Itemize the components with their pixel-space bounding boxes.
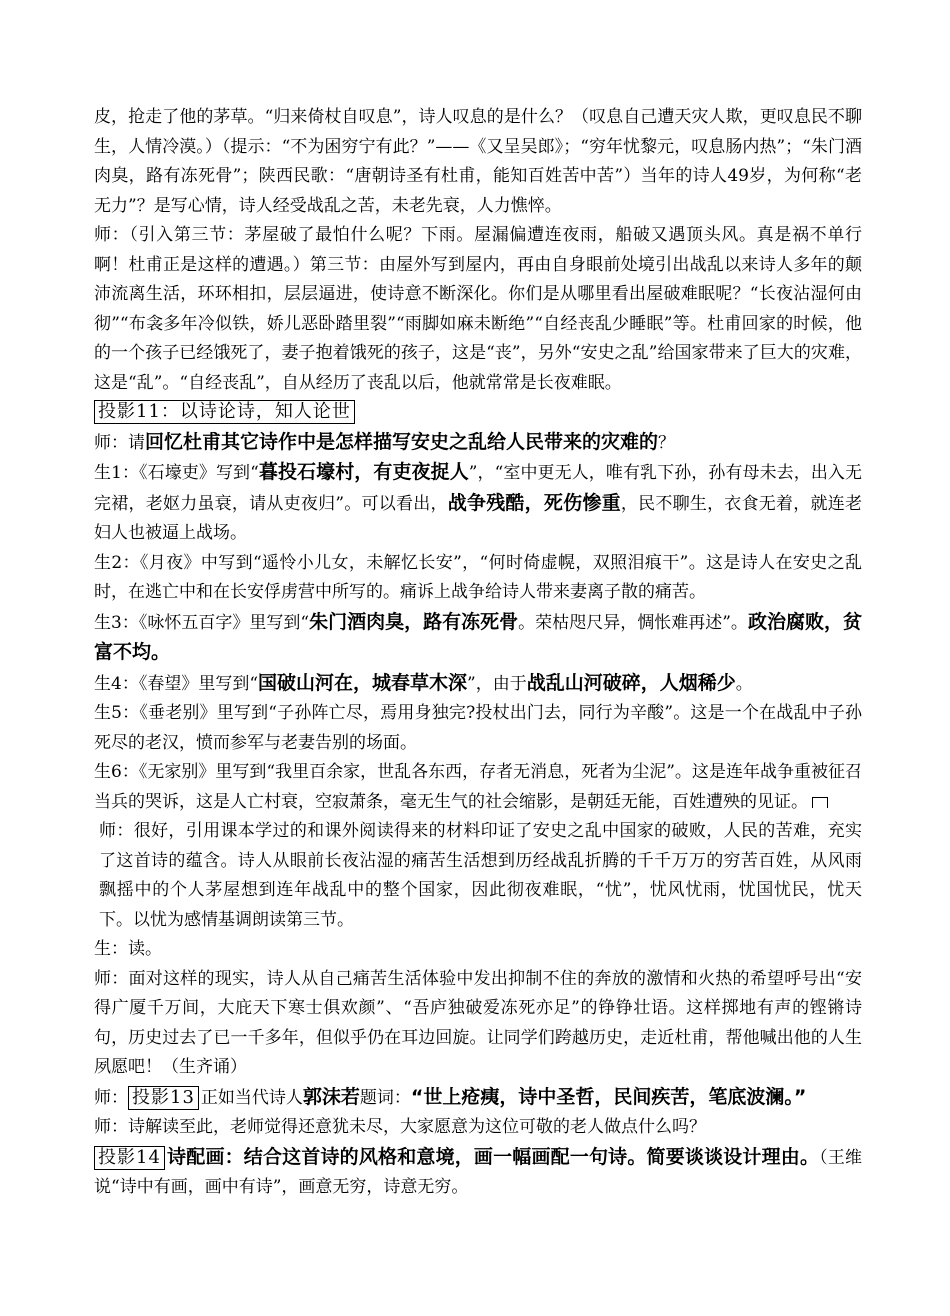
teacher-question [94,428,862,459]
student-4-answer [94,669,862,700]
student-1-text-e: ，民不聊生，衣食无着，就连老妇人也被逼上战场。 [94,493,862,543]
edit-mark-icon [812,797,828,808]
document-page [94,103,862,1203]
poet-name-bold: 郭沫若 [302,1085,360,1108]
student-6-text: 生6：《无家别》里写到“我里百余家，世乱各东西，存者无消息，死者为尘泥”。这是连年战争重被征召当兵的哭诉，这是人亡村衰，空寂萧条，毫无生气的社会缩影，是朝廷无能，百姓遭殃的见证。 [94,762,862,812]
student-1-text-c: ”，“室中更无人，唯有乳下孙，孙有母未去，出入无完裙，老妪力虽衰，请从吏夜归”。可以看出， [94,463,862,514]
teacher-comment-4: 师：诗解读至此，老师觉得还意犹未尽，大家愿意为这位可敬的老人做点什么吗？ [94,1117,706,1137]
student-6-answer [94,758,862,817]
teacher-3-text-mid2: 题词： [359,1087,411,1108]
student-1-text-a: 生1：《石壕吏》写到“ [94,463,259,483]
projection-14-box: 投影14 [94,1146,165,1170]
student-3-conclusion-bold: 政治腐败，贫富不均。 [94,610,862,663]
teacher-comment-2: 师：面对这样的现实，诗人从自己痛苦生活体验中发出抑制不住的奔放的激情和火热的希望呼号出“安得广厦千万间，大庇天下寒士俱欢颜”、“吾庐独破爱冻死亦足”的铮铮壮语。这样掷地有声的铿锵诗句，历史过去了已一千多年，但似乎仍在耳边回旋。让同学们跨越历史，走近杜甫，帮他喊出他的人生夙愿吧！（生齐诵） [94,968,862,1077]
student-3-text-c: 。荣枯咫尺异，惆怅难再述”。 [518,612,748,633]
teacher-comment-3 [94,1083,862,1114]
projection-14-line [94,1143,862,1203]
inscription-quote-bold: “世上疮痍，诗中圣哲，民间疾苦，笔底波澜。” [410,1085,807,1108]
projection-11-box: 投影11：以诗论诗，知人论世 [94,400,355,424]
student-3-quote-bold: 朱门酒肉臭，路有冻死骨 [309,610,519,633]
student-1-conclusion-bold: 战争残酷，死伤惨重 [447,491,621,514]
paragraph-2: 师：（引入第三节：茅屋破了最怕什么呢？下雨。屋漏偏遭连夜雨，船破又遇顶头风。真是祸不单行啊！杜甫正是这样的遭遇。）第三节：由屋外写到屋内，再由自身眼前处境引出战乱以来诗人多年的颠沛流离生活，环环相扣，层层逼进，使诗意不断深化。你们是从哪里看出屋破难眠呢？“长夜沾湿何由彻”“布衾多年冷似铁，娇儿恶卧踏里裂”“雨脚如麻未断绝”“自经丧乱少睡眠”等。杜甫回家的时候，他的一个孩子已经饿死了，妻子抱着饿死的孩子，这是“丧”，另外“安史之乱”给国家带来了巨大的灾难，这是“乱”。“自经丧乱”，自从经历了丧乱以后，他就常常是长夜难眠。 [94,225,862,393]
student-5-answer: 生5：《垂老别》里写到“子孙阵亡尽，焉用身独完?投杖出门去，同行为辛酸”。这是一个在战乱中子孙死尽的老汉，愤而参军与老妻告别的场面。 [94,703,862,753]
teacher-question-suffix: ？ [658,432,676,453]
student-3-text-a: 生3：《咏怀五百字》里写到“ [94,612,310,633]
projection-11-line [94,398,862,428]
teacher-3-prefix: 师： [94,1087,128,1108]
students-read: 生：读。 [94,939,162,959]
student-4-quote-bold: 国破山河在，城春草木深 [258,671,468,694]
teacher-question-prefix: 师：请 [94,432,145,453]
teacher-comment-1: 师：很好，引用课本学过的和课外阅读得来的材料印证了安史之乱中国家的破败，人民的苦难，充实了这首诗的蕴含。诗人从眼前长夜沾湿的痛苦生活想到历经战乱折腾的千千万万的穷苦百姓，从风雨飘摇中的个人茅屋想到连年战乱中的整个国家，因此彻夜难眠，“忧”，忧风忧雨，忧国忧民，忧天下。以忧为感情基调朗读第三节。 [99,821,862,930]
teacher-3-text-mid: 正如当代诗人 [200,1087,303,1108]
student-2-answer: 生2：《月夜》中写到“遥怜小儿女，未解忆长安”，“何时倚虚幌，双照泪痕干”。这是诗人在安史之乱时，在逃亡中和在长安俘虏营中所写的。痛诉上战争给诗人带来妻离子散的痛苦。 [94,552,862,602]
student-4-text-a: 生4：《春望》里写到“ [94,673,259,694]
paragraph-1: 皮，抢走了他的茅草。“归来倚杖自叹息”，诗人叹息的是什么？（叹息自己遭天灾人欺，更叹息民不聊生，人情冷漠。）（提示：“不为困穷宁有此？”——《又呈吴郎》；“穷年忧黎元，叹息肠内热”；“朱门酒肉臭，路有冻死骨”；陕西民歌：“唐朝诗圣有杜甫，能知百姓苦中苦”）当年的诗人49岁，为何称“老无力”？是写心情，诗人经受战乱之苦，未老先衰，人力憔悴。 [94,107,862,216]
poem-painting-task-bold: 诗配画：结合这首诗的风格和意境，画一幅画配一句诗。简要谈谈设计理由。 [166,1145,820,1168]
student-4-conclusion-bold: 战乱山河破碎，人烟稀少 [526,671,736,694]
student-1-quote-bold: 暮投石壕村，有吏夜捉人 [258,461,469,483]
student-4-text-e: 。 [735,673,753,694]
teacher-question-bold: 回忆杜甫其它诗作中是怎样描写安史之乱给人民带来的灾难的 [145,430,659,453]
wang-wei-quote: （王维说“诗中有画，画中有诗”，画意无穷，诗意无穷。 [94,1147,862,1197]
student-4-text-c: ”，由于 [467,673,527,694]
student-1-answer [94,458,862,549]
projection-13-box: 投影13 [128,1086,199,1110]
student-3-answer [94,608,862,669]
